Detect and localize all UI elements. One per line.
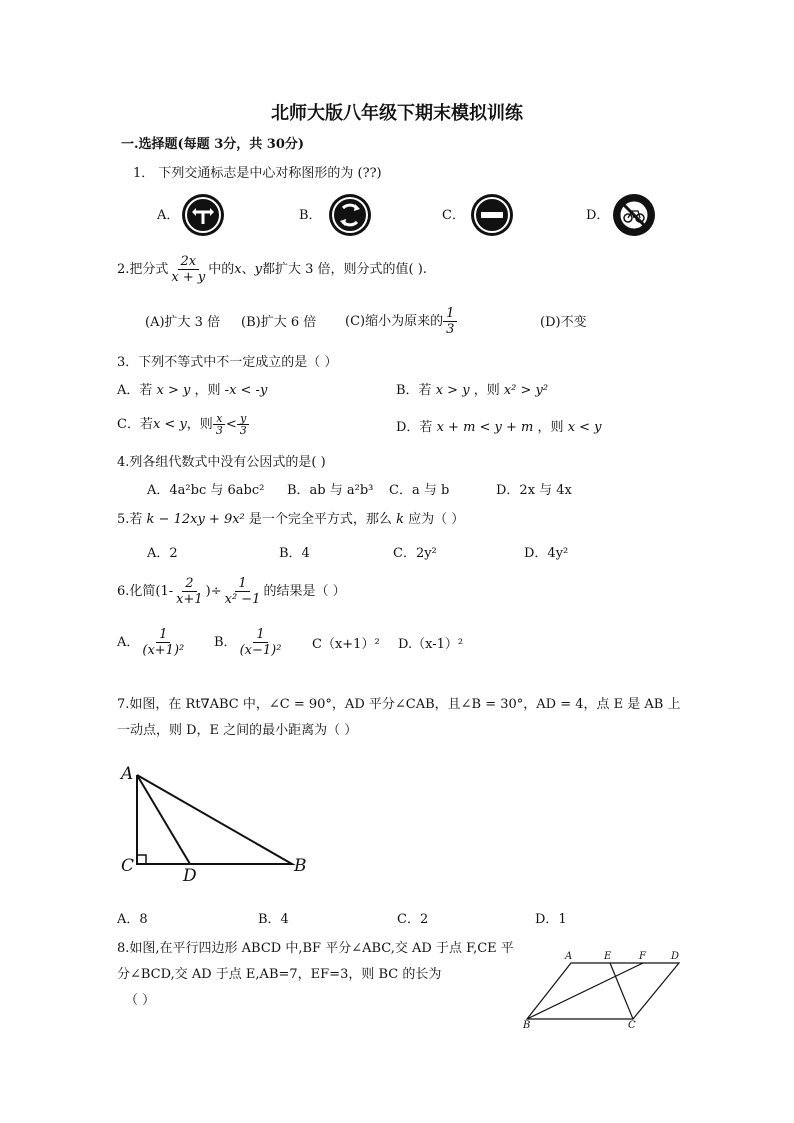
q6-suffix: 的结果是（ ） (263, 583, 346, 599)
q3-d-then: ，则 (537, 420, 564, 435)
no-entry-sign-icon (471, 194, 513, 236)
q6-a-fraction (139, 627, 187, 658)
q8-label-C: C (628, 1020, 636, 1031)
q4-option-b: B．ab 与 a²b³ (287, 483, 374, 498)
q6-b-denominator: (x−1)² (239, 643, 282, 658)
q2-var-x: x (234, 261, 242, 277)
q2-option-b: (B)扩大 6 倍 (241, 315, 317, 330)
q1-option-b-label: B． (299, 208, 322, 223)
q7-label-A: A (121, 764, 134, 784)
q3-a-result: -x < -y (224, 383, 268, 398)
q8-parallelogram-figure (522, 960, 692, 1030)
q8-label-E: E (604, 951, 612, 962)
q2-prefix: 2.把分式 (117, 261, 169, 277)
q2-option-c (345, 306, 457, 337)
q6-prefix: 6.化简(1- (117, 583, 174, 599)
section-heading-text: 一.选择题(每题 3分，共 30分) (121, 137, 305, 152)
q2-option-d: (D)不变 (540, 315, 587, 330)
q6-middle: )÷ (205, 583, 222, 599)
q4-option-d: D．2x 与 4x (496, 483, 572, 498)
q3-option-a (117, 383, 267, 399)
q1-option-c-label: C． (442, 208, 465, 223)
q5-prefix: 5.若 (117, 512, 143, 527)
q2-option-a: (A)扩大 3 倍 (145, 315, 221, 330)
q6-option-a (117, 627, 187, 658)
question-2-stem (117, 254, 427, 285)
q7-option-a: A．8 (117, 912, 148, 927)
q5-expression: k − 12xy + 9x² (146, 512, 245, 527)
q2-option-c-numerator: 1 (443, 306, 457, 322)
q6-b-numerator: 1 (253, 627, 267, 643)
q3-option-d (396, 420, 602, 436)
q3-a-label: A．若 (117, 383, 153, 398)
q3-c-fraction-1-numerator: x (213, 413, 225, 425)
q6-option-c: C（x+1）² (312, 637, 380, 652)
q3-b-then: ，则 (473, 383, 500, 398)
q3-option-b (396, 383, 548, 399)
q1-option-a-label: A． (157, 208, 180, 223)
q8-label-B: B (523, 1020, 531, 1031)
question-1-stem: 1． 下列交通标志是中心对称图形的为 (??) (133, 166, 382, 181)
q3-a-condition: x > y (156, 383, 191, 398)
q7-triangle-figure (118, 766, 318, 876)
q7-option-c: C．2 (397, 912, 429, 927)
q8-label-F: F (639, 951, 646, 962)
q3-b-condition: x > y (435, 383, 470, 398)
q6-a-label: A． (117, 634, 140, 650)
q5-middle: 是一个完全平方式，那么 (248, 512, 392, 527)
question-7-line-2: 一动点，则 D，E 之间的最小距离为（ ） (117, 723, 358, 738)
q2-option-c-denominator: 3 (446, 322, 455, 337)
q3-c-condition: x < y (152, 416, 187, 432)
q2-var-y: y (254, 261, 262, 277)
q3-c-then: ，则 (186, 416, 213, 432)
q4-option-a: A．4a²bc 与 6abc² (147, 483, 265, 498)
question-6-stem (117, 576, 346, 607)
page-title: 北师大版八年级下期末模拟训练 (271, 103, 523, 124)
q3-c-less-than: < (225, 416, 237, 432)
q2-separator: 、 (241, 261, 255, 277)
q5-var-k: k (396, 512, 404, 527)
q2-suffix-a: 中的 (208, 261, 235, 277)
q3-c-fraction-2-denominator: 3 (239, 424, 247, 437)
question-7-line-1: 7.如图，在 Rt∇ABC 中，∠C = 90°，AD 平分∠CAB，且∠B = 30°，AD = 4，点 E 是 AB 上 (117, 697, 681, 712)
q3-c-fraction-1 (213, 413, 226, 436)
question-3-stem: 3．下列不等式中不一定成立的是（ ） (117, 355, 338, 370)
q3-d-condition: x + m < y + m (436, 420, 534, 435)
q6-fraction-2-numerator: 1 (235, 576, 249, 592)
q4-option-c: C．a 与 b (389, 483, 450, 498)
q6-fraction-1-numerator: 2 (182, 576, 196, 592)
q7-label-D: D (183, 866, 197, 886)
q3-c-fraction-2-numerator: y (237, 413, 249, 425)
q7-label-B: B (294, 856, 307, 876)
roundabout-sign-icon (329, 194, 371, 236)
q6-fraction-2 (222, 576, 264, 607)
q5-option-b: B．4 (279, 546, 310, 561)
question-8-line-2: 分∠BCD,交 AD 于点 E,AB=7，EF=3，则 BC 的长为 (117, 967, 442, 982)
section-heading (121, 137, 304, 153)
question-4-stem: 4.列各组代数式中没有公因式的是( ) (117, 455, 326, 470)
q3-b-result: x² > y² (503, 383, 549, 398)
q7-option-d: D．1 (535, 912, 567, 927)
q3-c-fraction-2 (237, 413, 250, 436)
q6-fraction-1 (173, 576, 206, 607)
q5-option-d: D．4y² (524, 546, 569, 561)
q6-b-label: B． (214, 634, 237, 650)
q7-option-b: B．4 (258, 912, 289, 927)
q3-option-c (117, 413, 250, 436)
q3-b-label: B．若 (396, 383, 432, 398)
q6-option-b (214, 627, 284, 658)
question-8-line-1: 8.如图,在平行四边形 ABCD 中,BF 平分∠ABC,交 AD 于点 F,CE 平 (117, 941, 514, 956)
q3-d-result: x < y (567, 420, 602, 435)
q2-fraction (168, 254, 208, 285)
q3-c-label: C．若 (117, 416, 153, 432)
q6-option-d: D.（x-1）² (398, 637, 464, 652)
q6-fraction-1-denominator: x+1 (176, 592, 203, 607)
q5-option-a: A．2 (147, 546, 178, 561)
q2-fraction-denominator: x + y (171, 270, 206, 285)
q1-option-d-label: D． (586, 208, 610, 223)
q7-label-C: C (121, 856, 135, 876)
q5-suffix: 应为（ ） (408, 512, 465, 527)
q6-fraction-2-denominator: x² −1 (224, 592, 261, 607)
turn-left-right-sign-icon (182, 194, 224, 236)
question-8-line-3: （ ） (125, 993, 156, 1008)
q2-suffix-b: 都扩大 3 倍，则分式的值( ). (261, 261, 427, 277)
q3-a-then: ，则 (194, 383, 221, 398)
q8-label-D: D (671, 951, 680, 962)
no-bicycle-sign-icon (613, 194, 655, 236)
question-5-stem (117, 512, 464, 528)
q6-b-fraction (237, 627, 285, 658)
q5-option-c: C．2y² (393, 546, 437, 561)
q6-a-numerator: 1 (156, 627, 170, 643)
q2-option-c-text: (C)缩小为原来的 (345, 313, 444, 329)
q8-label-A: A (565, 951, 573, 962)
q3-c-fraction-1-denominator: 3 (215, 424, 223, 437)
q6-a-denominator: (x+1)² (142, 643, 185, 658)
q3-d-label: D．若 (396, 420, 433, 435)
q2-fraction-numerator: 2x (178, 254, 200, 270)
q2-option-c-fraction (443, 306, 457, 337)
